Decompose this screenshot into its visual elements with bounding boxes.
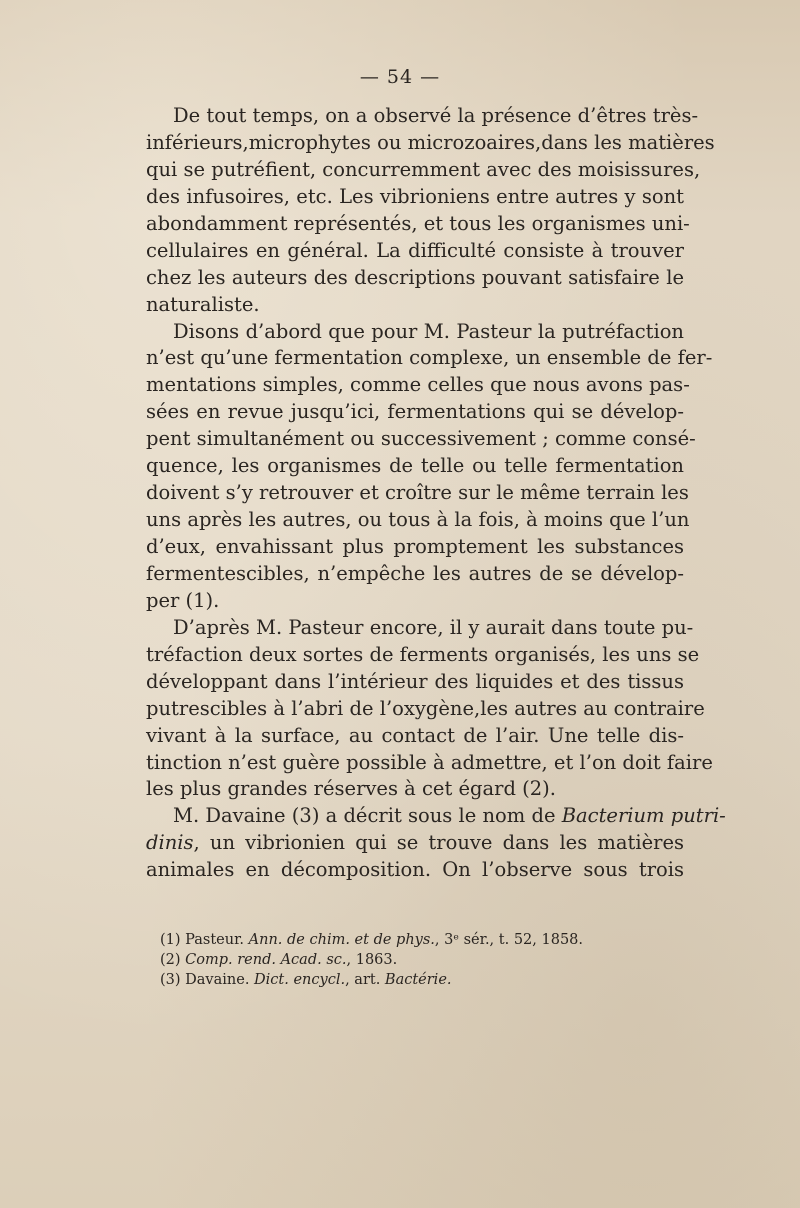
text-line: inférieurs,microphytes ou microzoaires,dans les matières (146, 130, 715, 154)
taxon-name: Bacterium putri- (561, 804, 726, 828)
page-number: — 54 — (359, 66, 441, 88)
footnote (160, 930, 680, 950)
text-line: Disons d’abord que pour M. Pasteur la putréfaction (173, 319, 684, 343)
text-line (146, 803, 726, 830)
text-line: développant dans l’intérieur des liquides et des tissus (146, 669, 684, 693)
text-line: naturaliste. (146, 292, 260, 316)
citation-title: Dict. encycl. (254, 972, 346, 988)
citation-title: Comp. rend. Acad. sc. (185, 952, 347, 968)
footnote-text: Pasteur. (180, 932, 249, 948)
footnote-marker: (2) (160, 952, 181, 968)
text-line: mentations simples, comme celles que nous avons pas- (146, 373, 690, 397)
text-run: M. Davaine (3) a décrit sous le nom de (173, 804, 562, 828)
text-line: sées en revue jusqu’ici, fermentations qui se dévelop- (146, 400, 684, 424)
text-line: qui se putréfient, concurremment avec des moisissures, (146, 157, 701, 181)
text-line: doivent s’y retrouver et croître sur le même terrain les (146, 481, 689, 505)
footnote (160, 970, 680, 990)
footnote-text: Davaine. (180, 972, 255, 988)
footnote-text: , 1863. (346, 952, 398, 968)
text-line: des infusoires, etc. Les vibrioniens entre autres y sont (146, 184, 684, 208)
footnote-marker: (1) (160, 932, 181, 948)
text-line: putrescibles à l’abri de l’oxygène,les autres au contraire (146, 696, 705, 720)
text-line: tinction n’est guère possible à admettre, et l’on doit faire (146, 750, 713, 774)
body-text (146, 103, 726, 884)
text-line: chez les auteurs des descriptions pouvant satisfaire le (146, 265, 684, 289)
text-line: quence, les organismes de telle ou telle fermentation (146, 454, 684, 478)
text-line: De tout temps, on a observé la présence d’êtres très- (173, 104, 699, 127)
text-line: les plus grandes réserves à cet égard (2). (146, 777, 556, 801)
text-line: tréfaction deux sortes de ferments organisés, les uns se (146, 642, 700, 666)
text-line: d’eux, envahissant plus promptement les substances (146, 535, 684, 558)
text-line: per (1). (146, 588, 220, 612)
text-line: vivant à la surface, au contact de l’air. Une telle dis- (146, 723, 684, 747)
text-line: animales en décomposition. On l’observe sous trois (146, 858, 684, 882)
footnotes (160, 930, 680, 990)
footnote-text: , art. (345, 972, 385, 988)
footnote-marker: (3) (160, 972, 181, 988)
text-run: , un vibrionien qui se trouve dans les matières (193, 831, 684, 855)
text-line: n’est qu’une fermentation complexe, un ensemble de fer- (146, 346, 713, 370)
text-line: pent simultanément ou successivement ; comme consé- (146, 427, 696, 451)
text-line: cellulaires en général. La difficulté consiste à trouver (146, 238, 684, 262)
citation-title: Ann. de chim. et de phys. (248, 932, 435, 948)
text-line: D’après M. Pasteur encore, il y aurait dans toute pu- (173, 615, 694, 639)
text-line: fermentescibles, n’empêche les autres de se dévelop- (146, 561, 684, 585)
text-line (146, 830, 684, 857)
text-line: uns après les autres, ou tous à la fois, à moins que l’un (146, 508, 690, 532)
text-line: abondamment représentés, et tous les organismes uni- (146, 211, 690, 235)
footnote (160, 950, 680, 970)
taxon-name: dinis (146, 831, 194, 855)
footnote-text: , 3ᵉ sér., t. 52, 1858. (434, 932, 584, 948)
citation-article: Bactérie. (384, 972, 452, 988)
